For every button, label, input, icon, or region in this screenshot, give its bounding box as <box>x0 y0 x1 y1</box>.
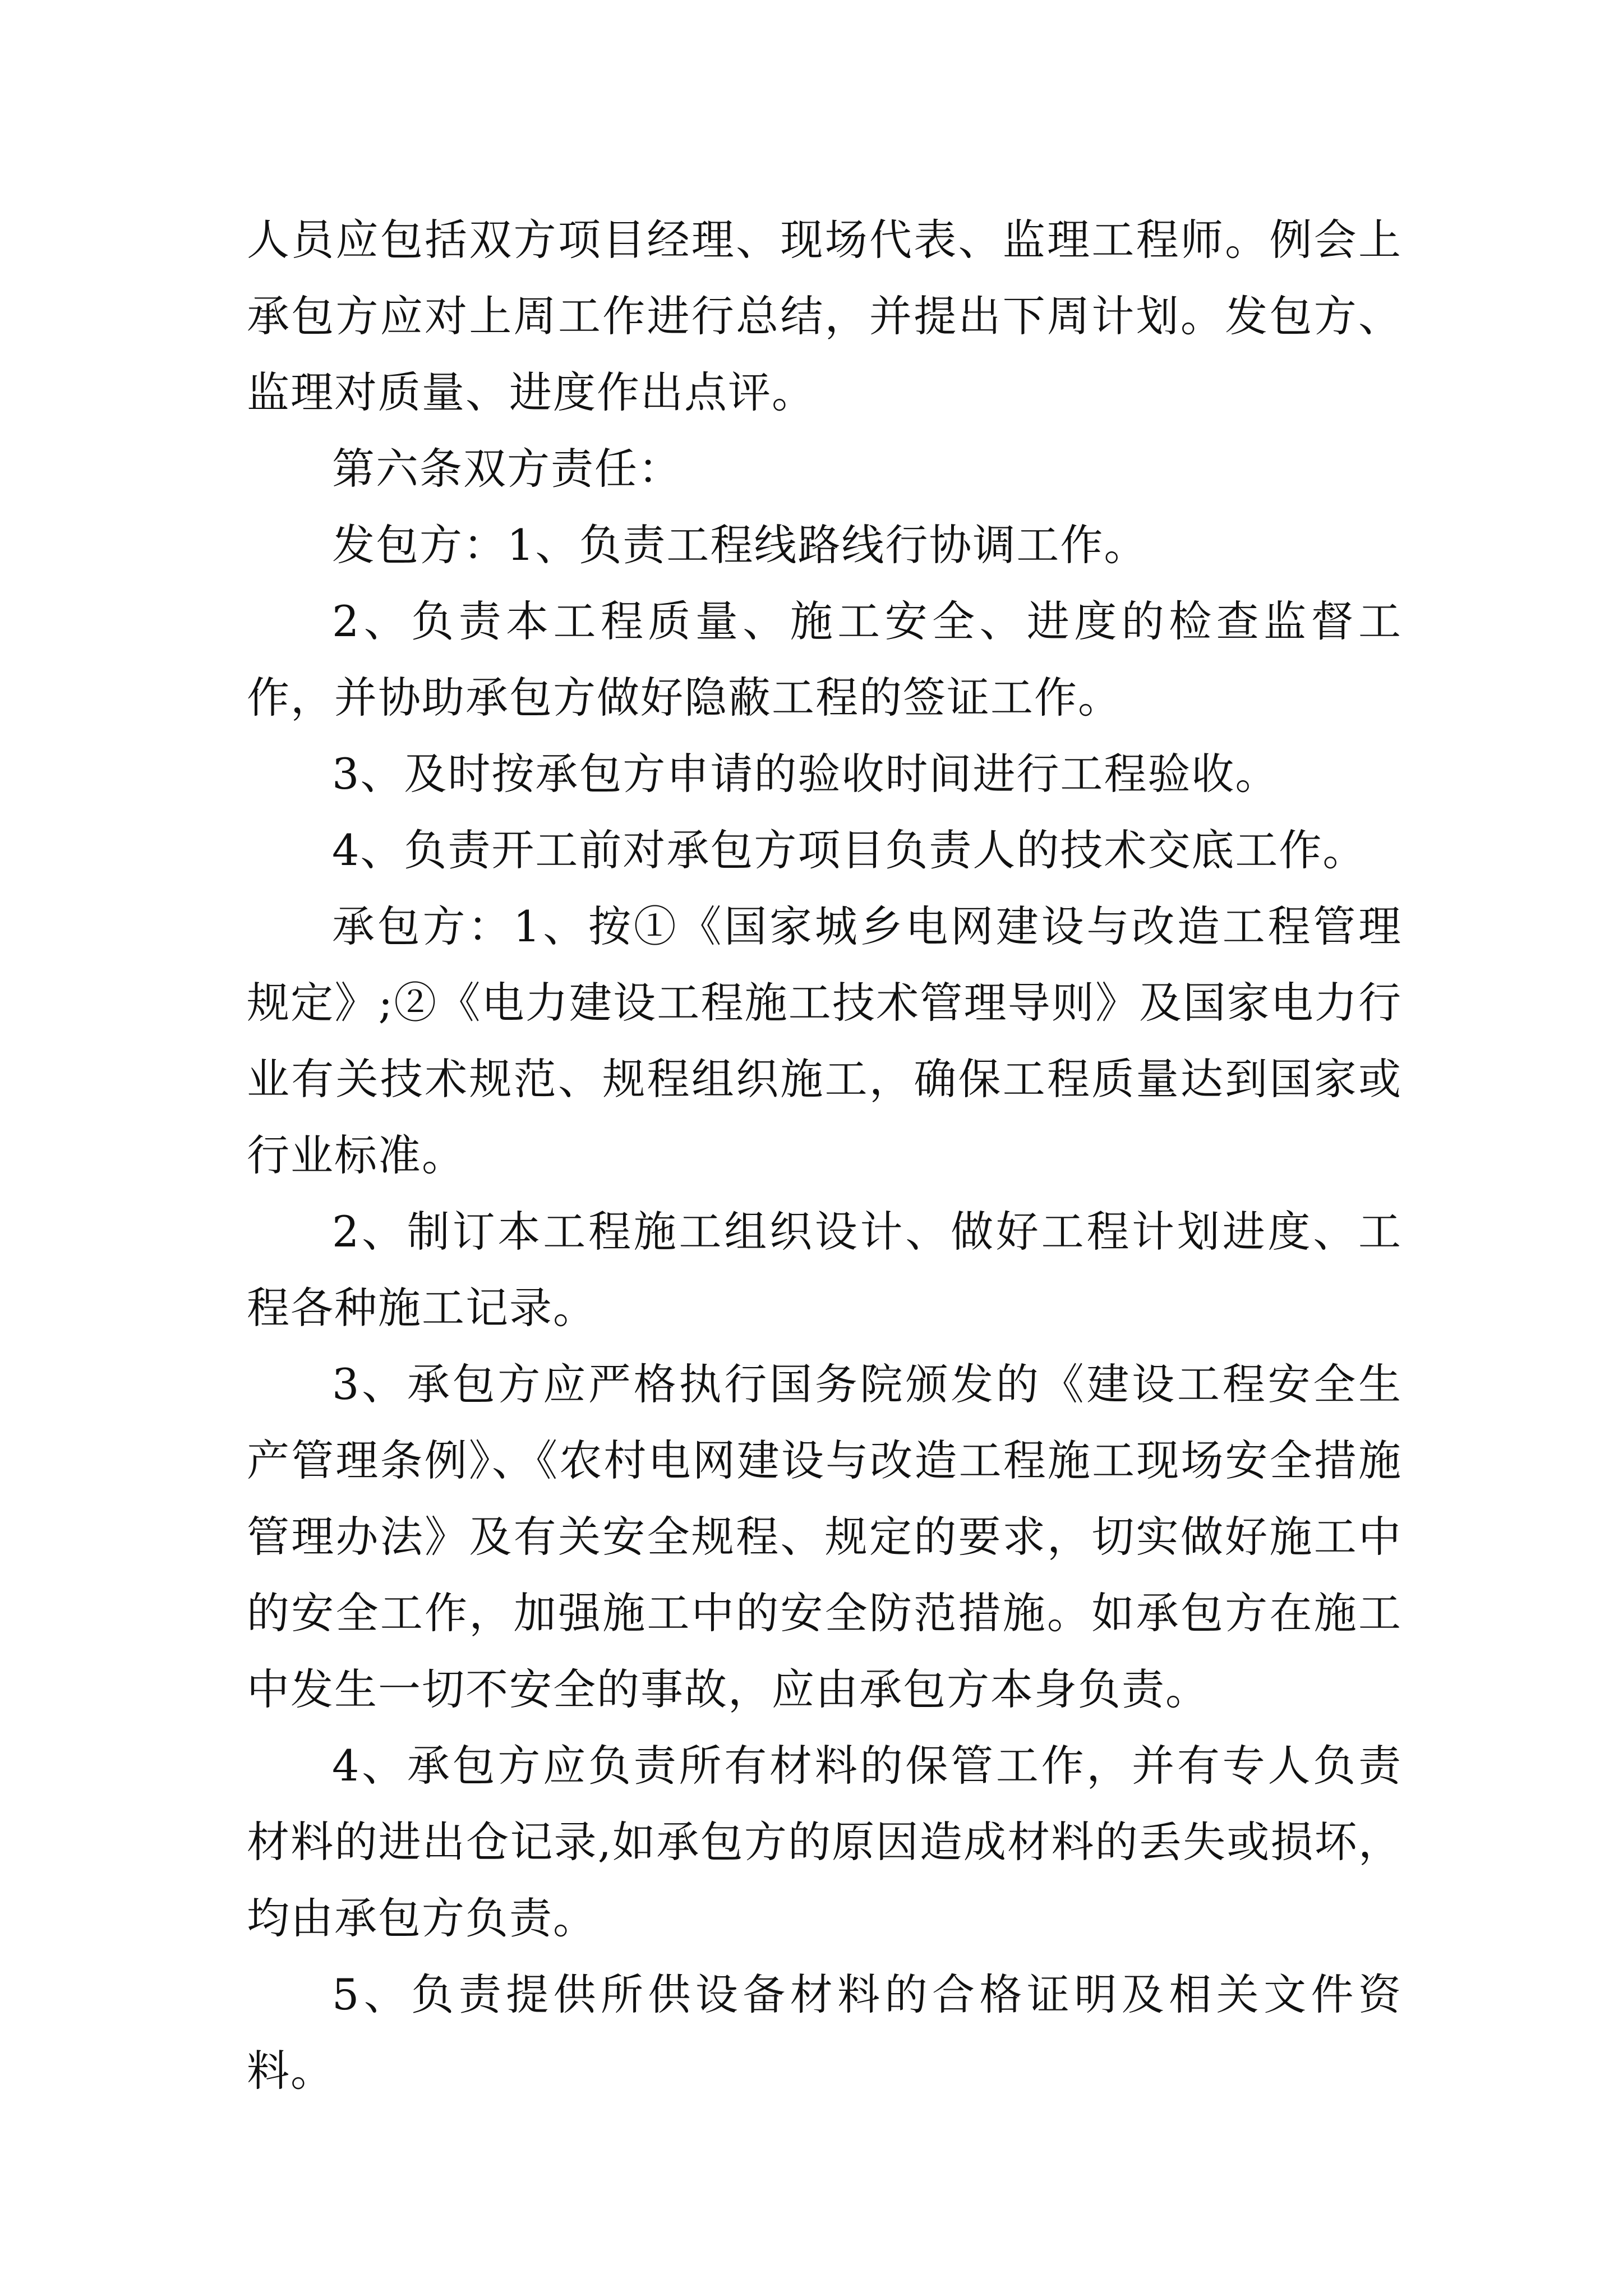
document-body <box>247 202 1402 2109</box>
paragraph-contractor-duty-4: 4、承包方应负责所有材料的保管工作，并有专人负责材料的进出仓记录,如承包方的原因造成材料的丢失或损坏，均由承包方负责。 <box>247 1741 1402 1943</box>
paragraph-employer-duty-4: 4、负责开工前对承包方项目负责人的技术交底工作。 <box>332 825 1367 875</box>
paragraph-contractor-duty-3: 3、承包方应严格执行国务院颁发的《建设工程安全生产管理条例》、《农村电网建设与改造工程施工现场安全措施管理办法》及有关安全规程、规定的要求，切实做好施工中的安全工作，加强施工中的安全防范措施。如承包方在施工中发生一切不安全的事故，应由承包方本身负责。 <box>247 1359 1402 1714</box>
paragraph-article-six-heading: 第六条双方责任： <box>332 444 682 494</box>
paragraph-employer-duty-2: 2、负责本工程质量、施工安全、进度的检查监督工作，并协助承包方做好隐蔽工程的签证工作。 <box>247 596 1402 723</box>
paragraph-contractor-duty-2: 2、制订本工程施工组织设计、做好工程计划进度、工程各种施工记录。 <box>247 1207 1402 1333</box>
paragraph-employer-duty-3: 3、及时按承包方申请的验收时间进行工程验收。 <box>332 749 1279 799</box>
paragraph-employer-duty-1: 发包方：1、负责工程线路线行协调工作。 <box>332 520 1148 570</box>
paragraph-contractor-duty-5: 5、负责提供所供设备材料的合格证明及相关文件资料。 <box>247 1970 1402 2096</box>
paragraph-meeting-attendees: 人员应包括双方项目经理、现场代表、监理工程师。例会上承包方应对上周工作进行总结，并提出下周计划。发包方、监理对质量、进度作出点评。 <box>247 215 1402 417</box>
paragraph-contractor-duty-1: 承包方：1、按①《国家城乡电网建设与改造工程管理规定》;②《电力建设工程施工技术管理导则》及国家电力行业有关技术规范、规程组织施工，确保工程质量达到国家或行业标准。 <box>247 901 1402 1180</box>
